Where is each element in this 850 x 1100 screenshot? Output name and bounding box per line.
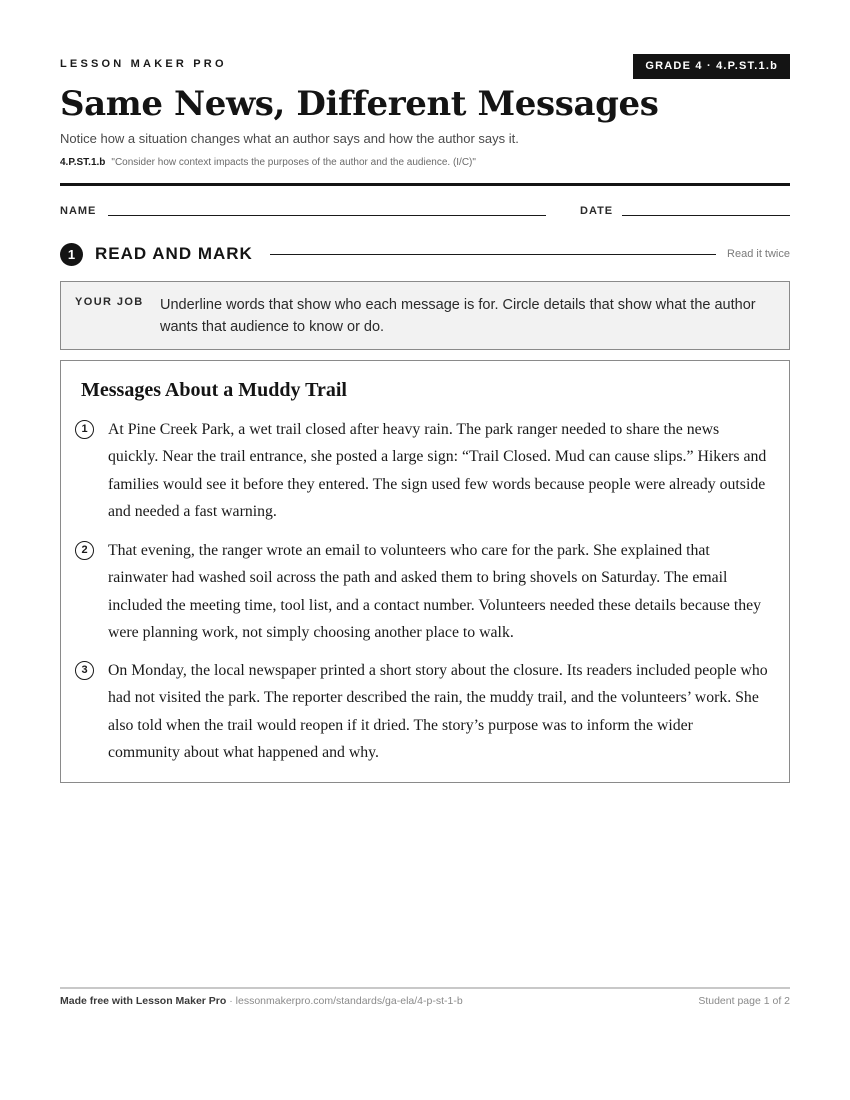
page-indicator: Student page 1 of 2 [698, 995, 790, 1007]
section-title: READ AND MARK [95, 244, 253, 263]
name-field[interactable] [108, 215, 546, 216]
reading-passage [60, 360, 790, 783]
header-divider [60, 183, 790, 186]
instructions-label: YOUR JOB [75, 296, 144, 308]
date-field[interactable] [622, 215, 790, 216]
grade-badge: GRADE 4 · 4.P.ST.1.b [633, 54, 790, 79]
footer-brand: Made free with Lesson Maker Pro [60, 995, 227, 1007]
footer-credit [60, 995, 463, 1007]
instructions-box [60, 281, 790, 350]
passage-title: Messages About a Muddy Trail [81, 379, 347, 401]
standard-quote: "Consider how context impacts the purposes of the author and the audience. (I/C)" [111, 157, 476, 168]
footer-divider [60, 987, 790, 989]
section-note: Read it twice [727, 248, 790, 260]
footer-url: · lessonmakerpro.com/standards/ga-ela/4-p-st-1-b [229, 995, 463, 1007]
paragraph-text: At Pine Creek Park, a wet trail closed after heavy rain. The park ranger needed to share the news quickly. Near the trail entrance, she posted a large sign: “Trail Closed. Mud can cause slips.” Hikers and families would see it before they entered. The sign used few words because people were already outside and needed a fast warning. [108, 421, 767, 520]
standard-line [60, 157, 476, 168]
name-label: NAME [60, 205, 97, 217]
paragraph-number: 1 [75, 420, 94, 439]
brand-name: LESSON MAKER PRO [60, 58, 227, 70]
standard-code: 4.P.ST.1.b [60, 157, 106, 168]
section-number-badge: 1 [60, 243, 83, 266]
paragraph-text: That evening, the ranger wrote an email to volunteers who care for the park. She explained that rainwater had washed soil across the path and asked them to bring shovels on Saturday. The email included the meeting time, tool list, and a contact number. Volunteers needed these details because they were planning work, not simply choosing another place to walk. [108, 542, 762, 641]
paragraph-text: On Monday, the local newspaper printed a short story about the closure. Its readers included people who had not visited the park. The reporter described the rain, the muddy trail, and the volunteers’ work. She also told when the trail would reopen if it dried. The story’s purpose was to inform the wider community about what happened and why. [108, 662, 768, 761]
date-label: DATE [580, 205, 614, 217]
page-subtitle: Notice how a situation changes what an author says and how the author says it. [60, 131, 519, 146]
page-title: Same News, Different Messages [60, 84, 659, 124]
paragraph-number: 2 [75, 541, 94, 560]
section-divider [270, 254, 716, 255]
instructions-text: Underline words that show who each message is for. Circle details that show what the author wants that audience to know or do. [160, 297, 756, 335]
worksheet-page [60, 0, 790, 1100]
paragraph-number: 3 [75, 661, 94, 680]
